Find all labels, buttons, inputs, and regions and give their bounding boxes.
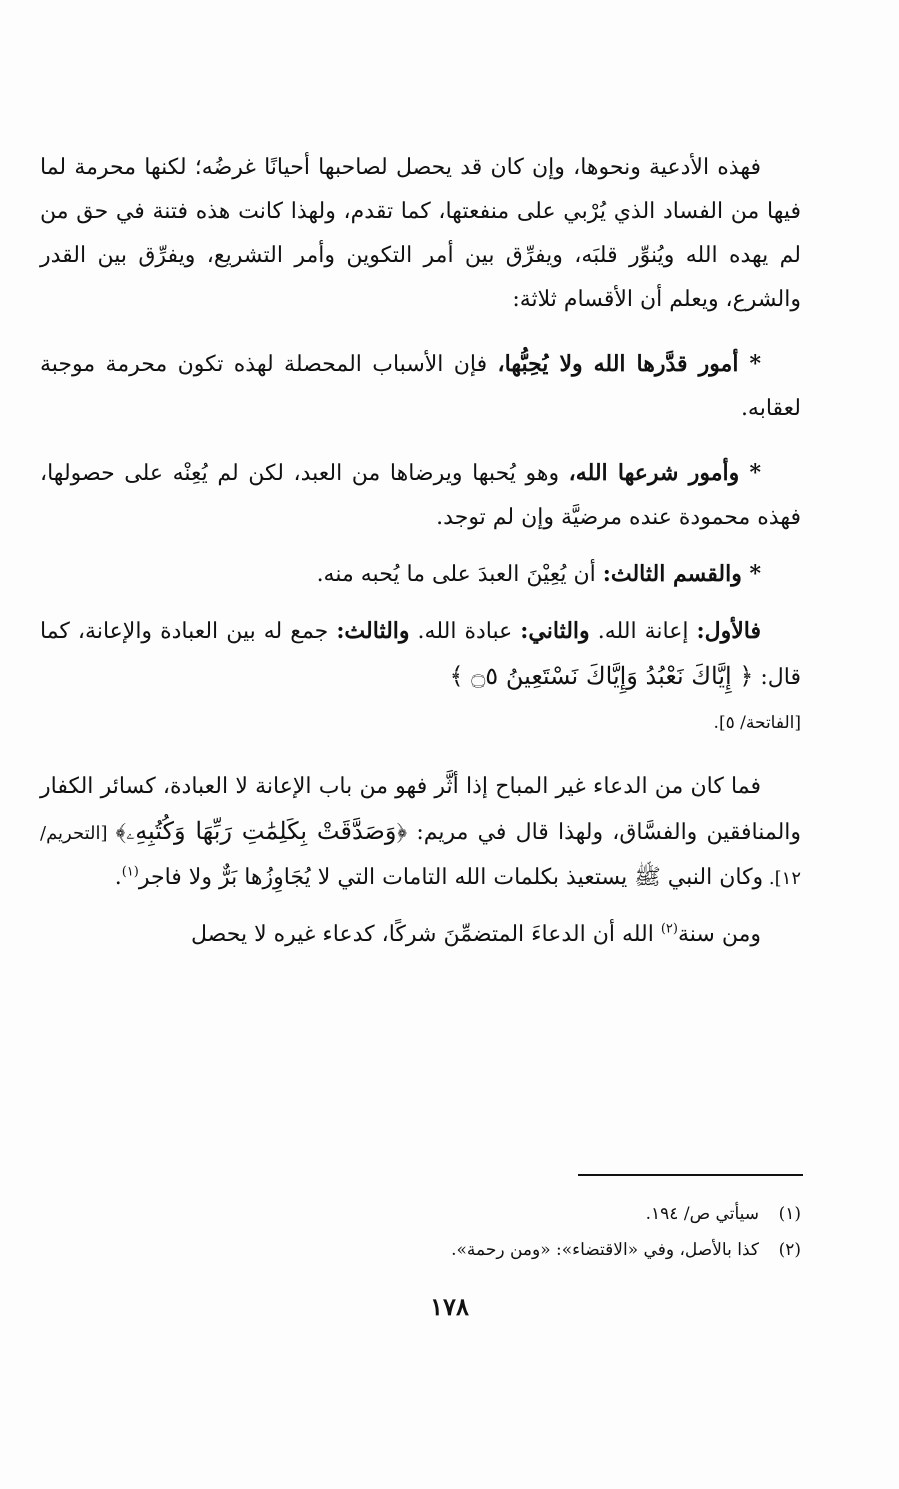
paragraph-6-text: فما كان من الدعاء غير المباح إذا أثَّر فهو من باب الإعانة لا العبادة، كسائر الكفار والمنافقين والفسَّاق، ولهذا قال في مريم: xyxy=(40,774,802,845)
paragraph-6 xyxy=(40,765,801,901)
footnote-2 xyxy=(300,1232,801,1268)
verse-citation: [التحريم/ ١٢]. xyxy=(40,823,801,889)
footnote-text: كذا بالأصل، وفي «الاقتضاء»: «ومن رحمة». xyxy=(451,1240,759,1260)
paragraph-2-lead: أمور قدَّرها الله ولا يُحِبُّها، xyxy=(497,351,739,377)
footnotes xyxy=(300,1196,801,1268)
footnote-number: (٢) xyxy=(778,1240,801,1260)
footnote-separator xyxy=(578,1174,803,1176)
paragraph-5 xyxy=(40,609,801,745)
footnote-text: سيأتي ص/ ١٩٤. xyxy=(645,1204,759,1224)
paragraph-6-end: . xyxy=(114,865,122,890)
footnote-1 xyxy=(300,1196,801,1232)
paragraph-1-text: فهذه الأدعية ونحوها، وإن كان قد يحصل لصاحبها أحيانًا غرضُه؛ لكنها محرمة لما فيها من الفساد الذي يُرْبي على منفعتها، كما تقدم، ولهذا كانت هذه فتنة في حق من لم يهده الله ويُنوِّر قلبَه، ويفرِّق بين أمر التكوين وأمر التشريع، ويفرِّق بين القدر والشرع، ويعلم أن الأقسام ثلاثة: xyxy=(40,155,801,312)
paragraph-3-lead: وأمور شرعها الله، xyxy=(568,460,740,486)
paragraph-4-lead: والقسم الثالث: xyxy=(602,561,742,587)
paragraph-3 xyxy=(40,451,801,540)
quran-verse: ﴿ إِيَّاكَ نَعْبُدُ وَإِيَّاكَ نَسْتَعِينُ ۝٥ ﴾ xyxy=(449,662,754,690)
paragraph-7-text-continued: الله أن الدعاءَ المتضمِّنَ شركًا، كدعاء غيره لا يحصل xyxy=(191,922,661,947)
paragraph-3-text: وهو يُحبها ويرضاها من العبد، لكن لم يُعِنْه على حصولها، فهذه محمودة عنده مرضيَّة وإن لم توجد. xyxy=(40,461,801,530)
paragraph-6-text-continued: وكان النبي ﷺ يستعيذ بكلمات الله التامات التي لا يُجَاوِزُها بَرٌّ ولا فاجر xyxy=(138,865,764,890)
paragraph-2 xyxy=(40,342,801,431)
paragraph-7-text: ومن سنة xyxy=(677,922,761,947)
footnote-number: (١) xyxy=(778,1204,801,1224)
paragraph-1 xyxy=(40,146,801,322)
paragraph-4-text: أن يُعِيْنَ العبدَ على ما يُحبه منه. xyxy=(316,562,603,587)
paragraph-2-text: فإن الأسباب المحصلة لهذه تكون محرمة موجبة لعقابه. xyxy=(40,352,801,421)
paragraph-5-first: فالأول: xyxy=(696,618,761,644)
paragraph-5-second-value: عبادة الله. xyxy=(409,619,521,644)
paragraph-7 xyxy=(40,913,801,957)
bullet-star-icon: * xyxy=(739,460,761,486)
paragraph-5-third-value: جمع له بين العبادة والإعانة، كما قال: xyxy=(40,619,801,690)
main-text xyxy=(40,146,801,969)
verse-citation: [الفاتحة/ ٥]. xyxy=(713,713,801,733)
quran-verse: ﴿وَصَدَّقَتْ بِكَلِمَٰتِ رَبِّهَا وَكُتُبِهِۦ﴾ xyxy=(115,817,408,845)
paragraph-4 xyxy=(40,552,801,597)
footnote-ref-1: (١) xyxy=(121,864,139,880)
page-number: ١٧٨ xyxy=(430,1292,469,1321)
paragraph-5-first-value: إعانة الله. xyxy=(589,619,697,644)
paragraph-5-third: والثالث: xyxy=(336,618,410,644)
paragraph-5-second: والثاني: xyxy=(520,618,590,644)
bullet-star-icon: * xyxy=(738,351,761,377)
footnote-ref-2: (٢) xyxy=(660,921,678,937)
bullet-star-icon: * xyxy=(741,561,761,587)
